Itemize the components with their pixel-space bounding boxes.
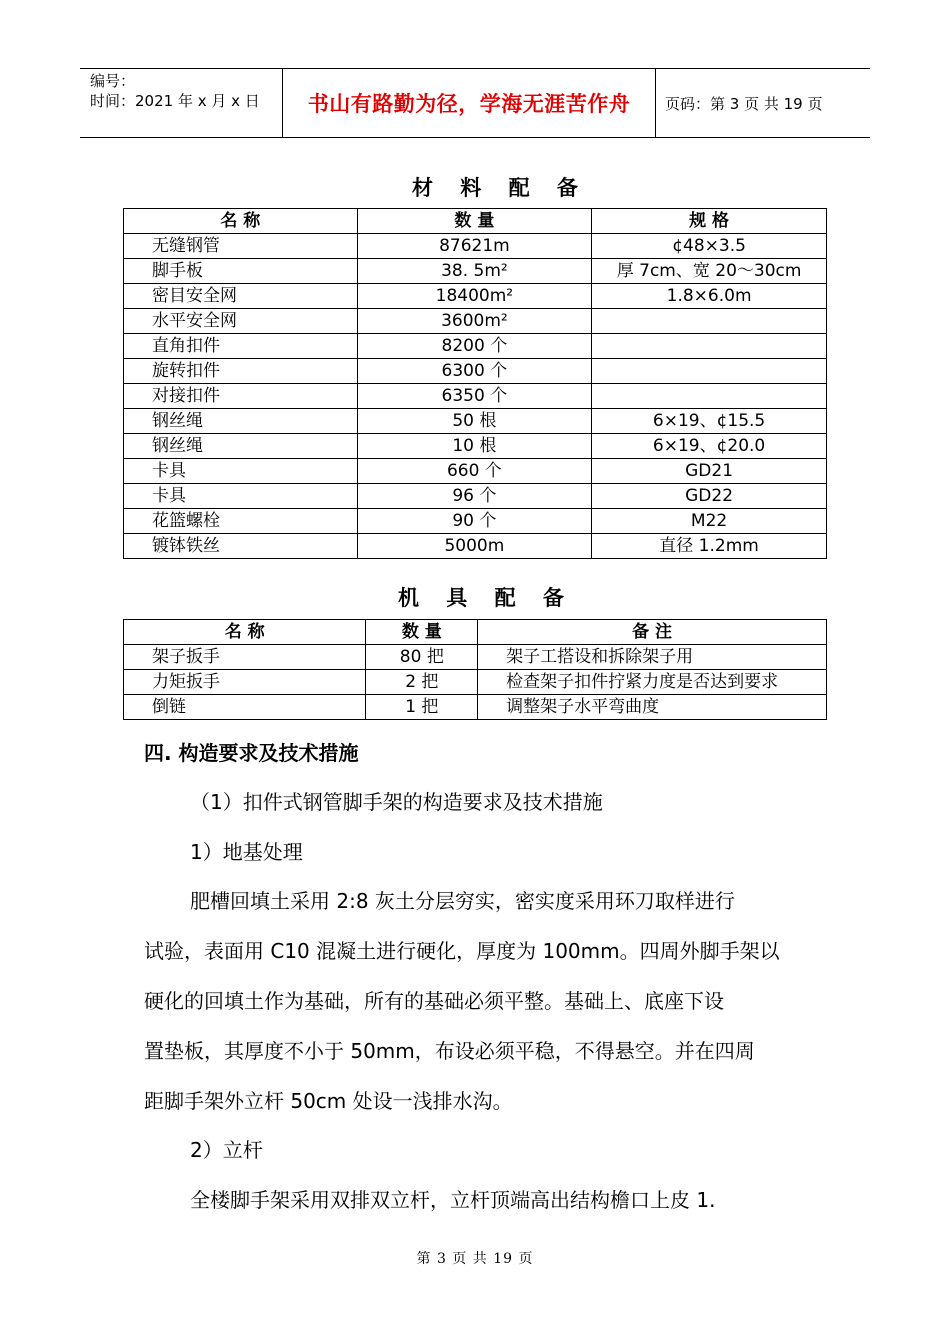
- table-cell: 18400m²: [357, 284, 592, 309]
- table-cell: 38. 5m²: [357, 259, 592, 284]
- section-heading: 四. 构造要求及技术措施: [144, 741, 359, 765]
- paragraph-line: 置垫板，其厚度不小于 50mm，布设必须平稳，不得悬空。并在四周: [144, 1039, 755, 1063]
- table-cell: 直径 1.2mm: [592, 534, 827, 559]
- paragraph-line: 硬化的回填土作为基础，所有的基础必须平整。基础上、底座下设: [144, 989, 724, 1013]
- table-cell: 检查架子扣件拧紧力度是否达到要求: [478, 670, 827, 695]
- table-cell: 8200 个: [357, 334, 592, 359]
- table-cell: 对接扣件: [124, 384, 358, 409]
- table-cell: 脚手板: [124, 259, 358, 284]
- table-cell: 无缝钢管: [124, 234, 358, 259]
- column-header: 备 注: [478, 620, 827, 645]
- table-cell: 5000m: [357, 534, 592, 559]
- table-row: [124, 645, 827, 670]
- subheading-scaffold: （1）扣件式钢管脚手架的构造要求及技术措施: [190, 790, 603, 814]
- header-page-info: 页码：第 3 页 共 19 页: [665, 95, 823, 113]
- table-cell: [592, 359, 827, 384]
- paragraph-line: 试验，表面用 C10 混凝土进行硬化，厚度为 100mm。四周外脚手架以: [144, 939, 780, 963]
- table-cell: [592, 334, 827, 359]
- table-header-row: [124, 209, 827, 234]
- table-cell: 10 根: [357, 434, 592, 459]
- table-cell: 力矩扳手: [124, 670, 366, 695]
- header-meta: [80, 69, 282, 137]
- table-cell: ¢48×3.5: [592, 234, 827, 259]
- table-cell: 1 把: [366, 695, 478, 720]
- table-cell: 架子工搭设和拆除架子用: [478, 645, 827, 670]
- table-cell: 50 根: [357, 409, 592, 434]
- table-row: [124, 409, 827, 434]
- table-cell: 厚 7cm、宽 20～30cm: [592, 259, 827, 284]
- table-cell: M22: [592, 509, 827, 534]
- table-row: [124, 334, 827, 359]
- table-cell: 6300 个: [357, 359, 592, 384]
- table-cell: 3600m²: [357, 309, 592, 334]
- table-cell: 花篮螺栓: [124, 509, 358, 534]
- subheading-foundation: 1）地基处理: [190, 840, 303, 864]
- table-cell: 钢丝绳: [124, 434, 358, 459]
- table-header-row: [124, 620, 827, 645]
- column-header: 名 称: [124, 209, 358, 234]
- table-cell: 直角扣件: [124, 334, 358, 359]
- materials-title: 材 料 配 备: [412, 176, 588, 200]
- table-cell: 1.8×6.0m: [592, 284, 827, 309]
- tools-table: [123, 619, 827, 720]
- materials-table: [123, 208, 827, 559]
- paragraph-line: 肥槽回填土采用 2:8 灰土分层穷实，密实度采用环刀取样进行: [190, 889, 735, 913]
- page-footer: 第 3 页 共 19 页: [416, 1251, 534, 1267]
- table-row: [124, 484, 827, 509]
- table-row: [124, 434, 827, 459]
- header-number-label: 编号：: [90, 72, 136, 90]
- table-cell: GD21: [592, 459, 827, 484]
- table-cell: 80 把: [366, 645, 478, 670]
- table-row: [124, 309, 827, 334]
- table-row: [124, 509, 827, 534]
- tools-title: 机 具 配 备: [398, 586, 574, 610]
- table-row: [124, 670, 827, 695]
- header-time-label: 时间：2021 年 x 月 x 日: [90, 92, 260, 110]
- table-cell: 96 个: [357, 484, 592, 509]
- table-row: [124, 359, 827, 384]
- table-row: [124, 284, 827, 309]
- table-row: [124, 384, 827, 409]
- table-row: [124, 459, 827, 484]
- table-cell: 2 把: [366, 670, 478, 695]
- table-cell: 90 个: [357, 509, 592, 534]
- paragraph-line: 全楼脚手架采用双排双立杆，立杆顶端高出结构檐口上皮 1.: [190, 1188, 716, 1212]
- column-header: 名 称: [124, 620, 366, 645]
- table-cell: 6350 个: [357, 384, 592, 409]
- page-header: [80, 68, 870, 138]
- table-row: [124, 534, 827, 559]
- table-cell: 卡具: [124, 459, 358, 484]
- header-motto: 书山有路勤为径，学海无涯苦作舟: [282, 69, 656, 137]
- table-cell: 倒链: [124, 695, 366, 720]
- table-cell: 镀钵铁丝: [124, 534, 358, 559]
- table-cell: 87621m: [357, 234, 592, 259]
- subheading-upright: 2）立杆: [190, 1138, 263, 1162]
- table-row: [124, 234, 827, 259]
- table-row: [124, 695, 827, 720]
- table-cell: 旋转扣件: [124, 359, 358, 384]
- table-cell: 密目安全网: [124, 284, 358, 309]
- table-cell: 调整架子水平弯曲度: [478, 695, 827, 720]
- table-cell: 6×19、¢15.5: [592, 409, 827, 434]
- table-cell: 6×19、¢20.0: [592, 434, 827, 459]
- table-cell: GD22: [592, 484, 827, 509]
- table-cell: 架子扳手: [124, 645, 366, 670]
- column-header: 数 量: [357, 209, 592, 234]
- table-cell: 水平安全网: [124, 309, 358, 334]
- table-cell: 660 个: [357, 459, 592, 484]
- paragraph-line: 距脚手架外立杆 50cm 处设一浅排水沟。: [144, 1089, 513, 1113]
- column-header: 数 量: [366, 620, 478, 645]
- table-row: [124, 259, 827, 284]
- table-cell: [592, 384, 827, 409]
- table-cell: 钢丝绳: [124, 409, 358, 434]
- table-cell: 卡具: [124, 484, 358, 509]
- table-cell: [592, 309, 827, 334]
- column-header: 规 格: [592, 209, 827, 234]
